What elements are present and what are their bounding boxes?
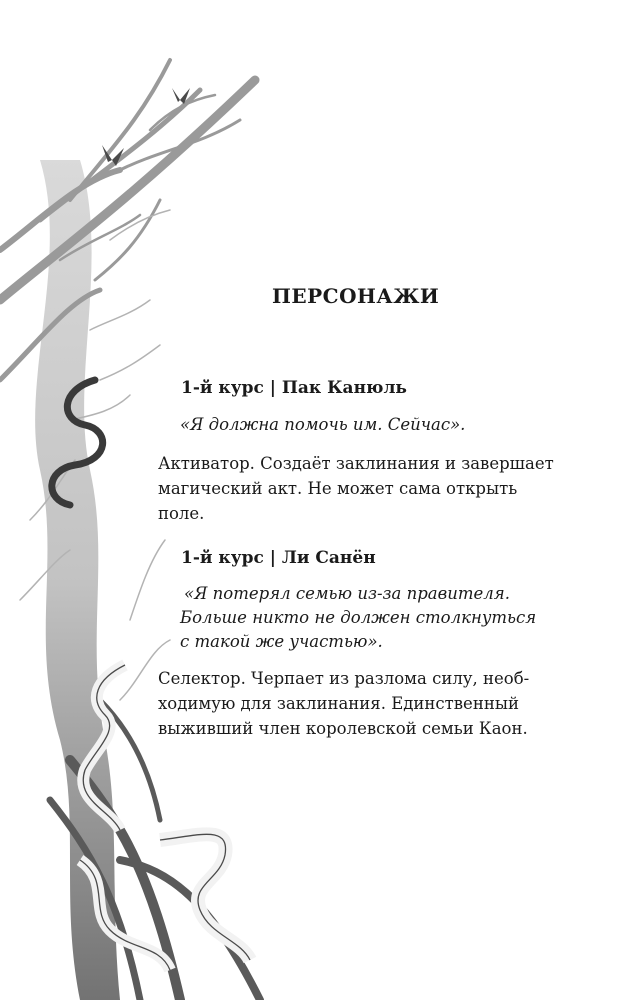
- page-title: ПЕРСОНАЖИ: [272, 284, 440, 308]
- character-description: [158, 451, 628, 526]
- description-line: выживший член королевской семьи Каон.: [158, 719, 528, 738]
- quote-line: Больше никто не должен столкнуться: [180, 608, 537, 627]
- description-line: ходимую для заклинания. Единственный: [158, 694, 519, 713]
- description-line: Селектор. Черпает из разлома силу, необ-: [158, 669, 530, 688]
- tree-trunk: [35, 160, 120, 1000]
- character-description: [158, 666, 628, 741]
- character-heading: 1-й курс | Ли Санён: [181, 548, 376, 568]
- description-line: поле.: [158, 504, 205, 523]
- description-line: магический акт. Не может сама открыть: [158, 479, 518, 498]
- quote-line: с такой же участью».: [180, 632, 383, 651]
- white-snake: [160, 834, 250, 960]
- upper-branches: [0, 60, 255, 380]
- description-line: Активатор. Создаёт заклинания и завершает: [158, 454, 554, 473]
- quote-line: «Я потерял семью из-за правителя.: [184, 584, 510, 603]
- character-quote: [180, 582, 604, 654]
- quote-line: «Я должна помочь им. Сейчас».: [180, 415, 466, 434]
- character-quote: [180, 413, 600, 437]
- character-heading: 1-й курс | Пак Канюль: [181, 378, 407, 398]
